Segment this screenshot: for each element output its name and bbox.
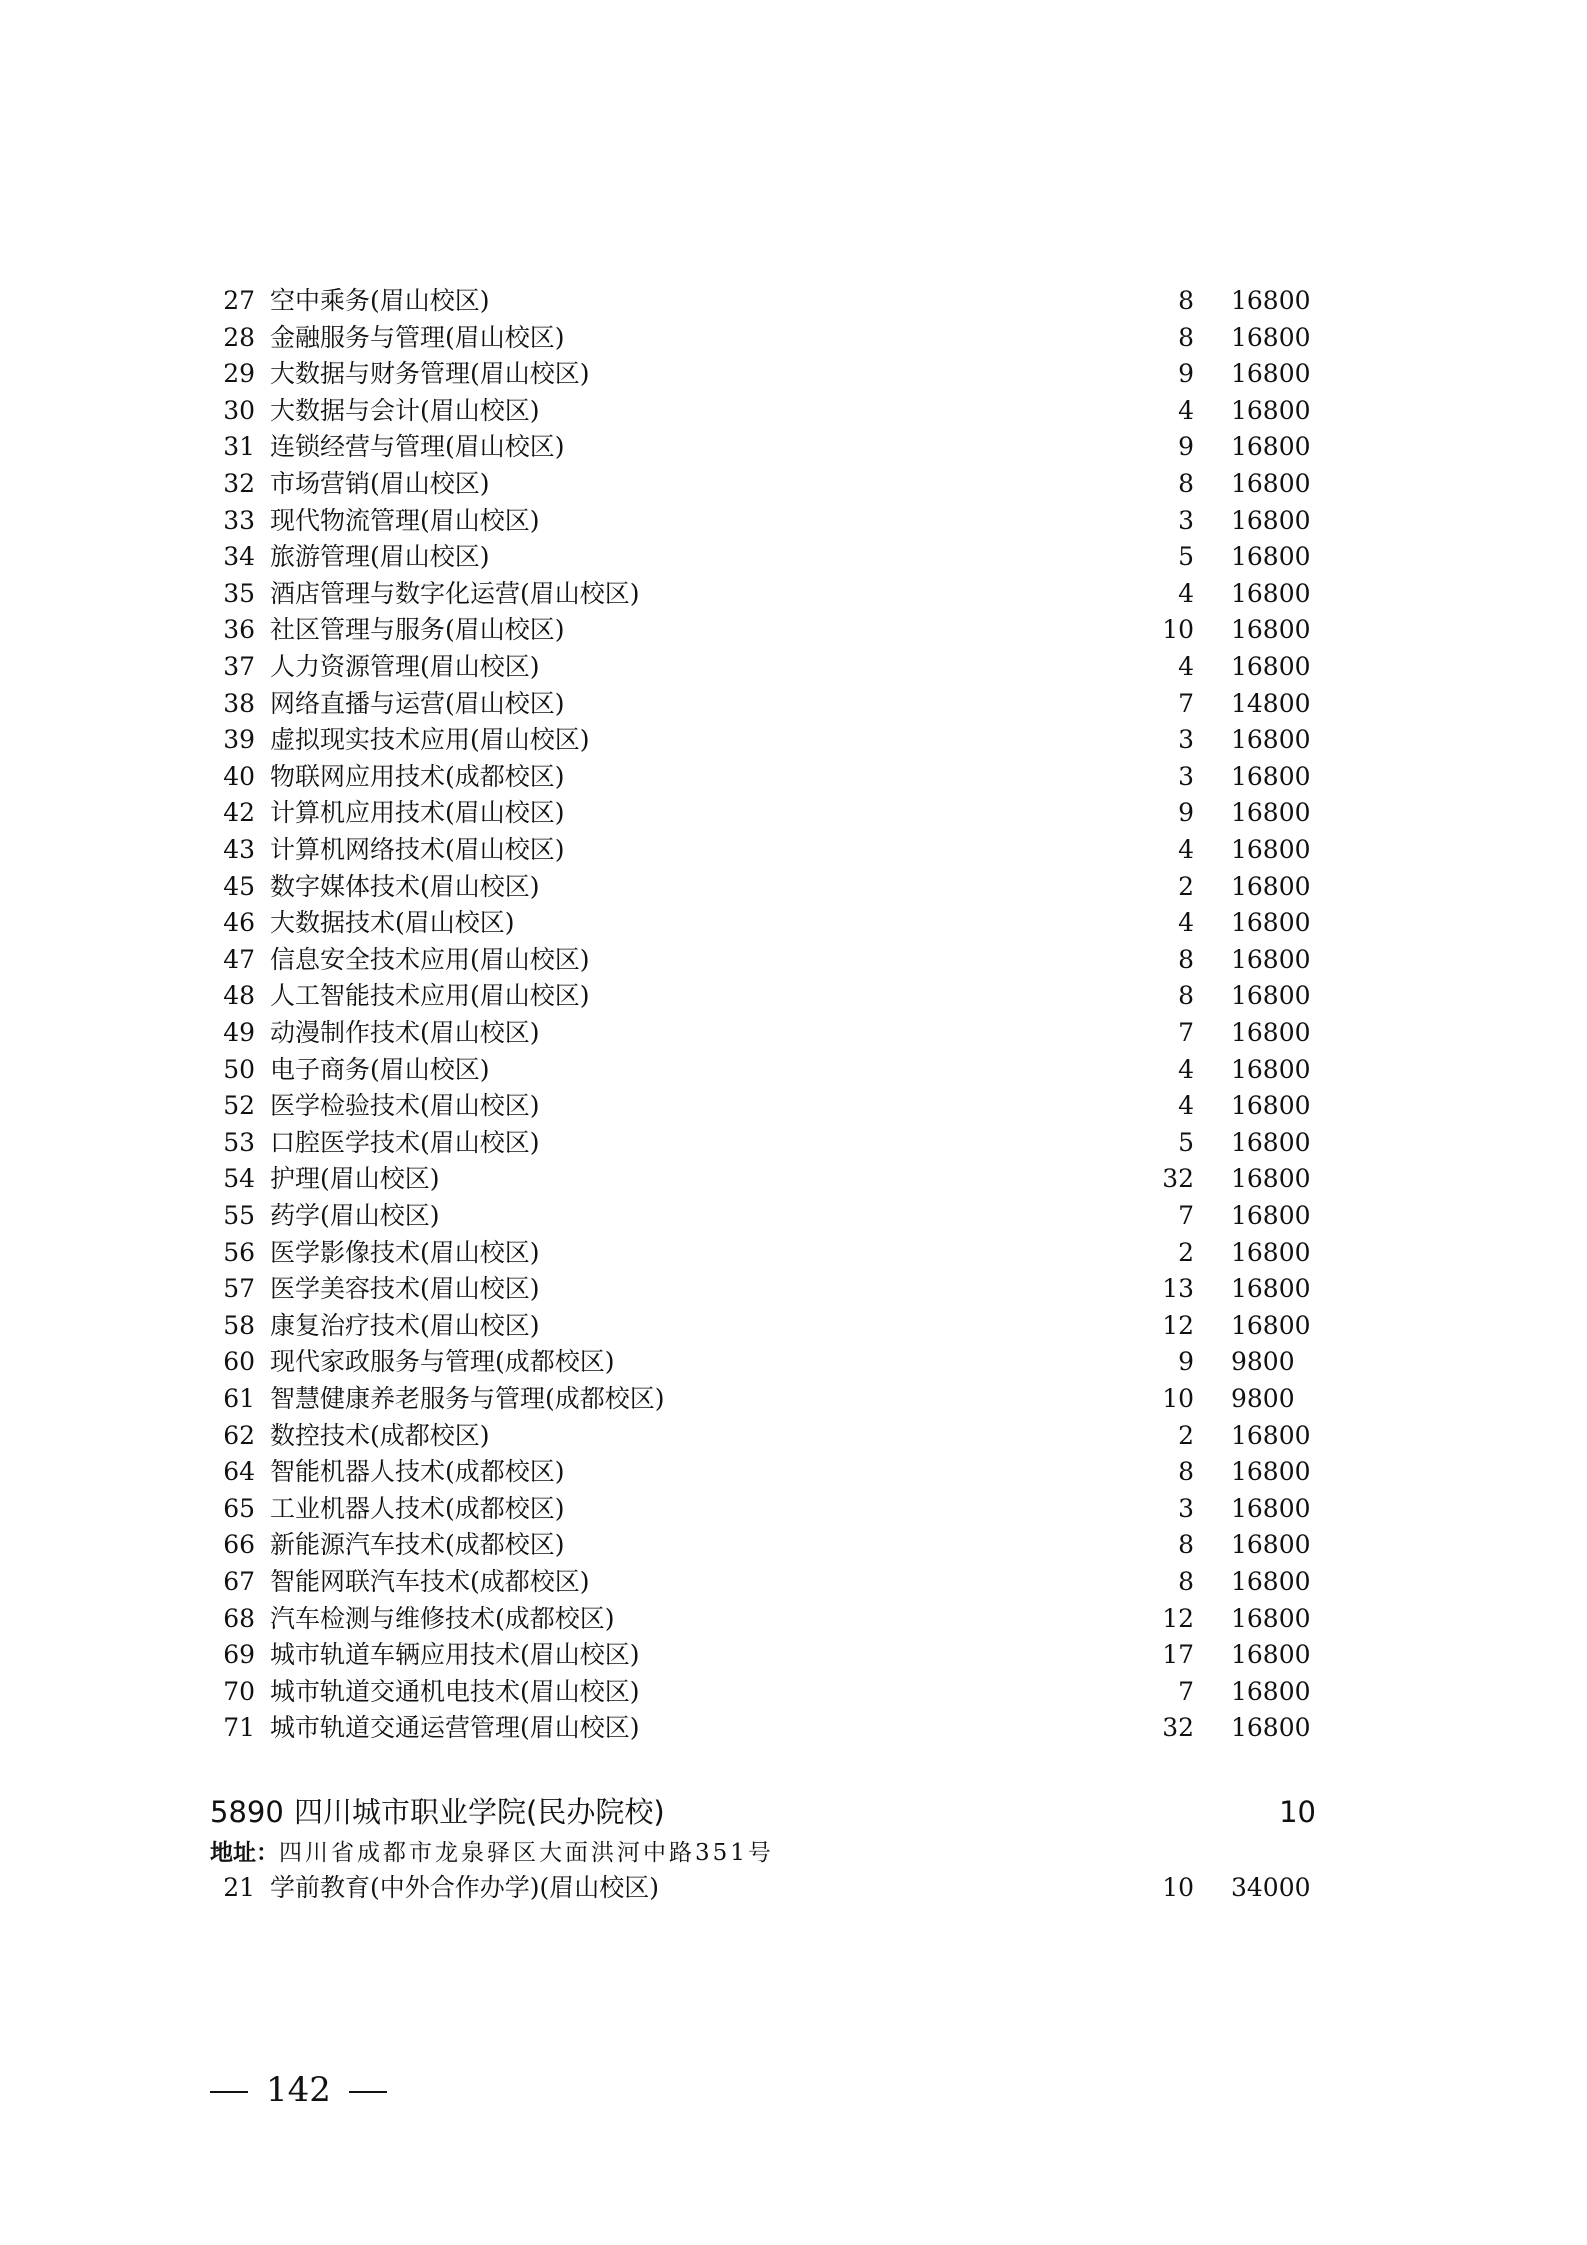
major-code: 42: [223, 798, 255, 828]
major-row: [0, 1198, 1587, 1234]
major-count: 7: [1178, 688, 1194, 718]
major-row: [0, 1637, 1587, 1673]
major-name: 工业机器人技术(成都校区): [270, 1493, 565, 1523]
major-name: 空中乘务(眉山校区): [270, 286, 490, 315]
major-name: 智慧健康养老服务与管理(成都校区): [270, 1384, 665, 1413]
major-row: [0, 320, 1587, 356]
major-fee: 16800: [1231, 286, 1311, 315]
major-code: 50: [223, 1054, 255, 1084]
major-fee: 16800: [1231, 395, 1311, 425]
major-name: 计算机网络技术(眉山校区): [270, 835, 565, 864]
major-count: 9: [1178, 359, 1194, 389]
major-count: 4: [1178, 1091, 1194, 1121]
major-row: [0, 1088, 1587, 1124]
major-name: 大数据技术(眉山校区): [270, 908, 515, 938]
major-code: 38: [223, 688, 255, 718]
major-fee: 16800: [1231, 578, 1311, 608]
major-count: 8: [1178, 322, 1194, 352]
major-code: 55: [223, 1201, 255, 1230]
major-fee: 16800: [1231, 1164, 1311, 1194]
major-row: [0, 1052, 1587, 1088]
major-count: 8: [1178, 1457, 1194, 1487]
major-fee: 16800: [1231, 1530, 1311, 1560]
major-fee: 16800: [1231, 1567, 1311, 1596]
major-code: 46: [223, 908, 255, 938]
major-name: 旅游管理(眉山校区): [270, 542, 490, 572]
major-code: 71: [223, 1713, 255, 1743]
major-code: 30: [223, 395, 255, 425]
major-row: [0, 978, 1587, 1014]
major-row: [0, 905, 1587, 941]
major-name: 社区管理与服务(眉山校区): [270, 615, 565, 645]
major-row: [0, 1418, 1587, 1454]
major-name: 人工智能技术应用(眉山校区): [270, 981, 590, 1011]
major-row: [0, 942, 1587, 978]
major-name: 数字媒体技术(眉山校区): [270, 871, 540, 901]
major-fee: 16800: [1231, 798, 1311, 828]
major-code: 61: [223, 1384, 255, 1413]
major-fee: 16800: [1231, 1640, 1311, 1670]
major-count: 3: [1178, 761, 1194, 791]
major-code: 57: [223, 1274, 255, 1304]
major-code: 65: [223, 1493, 255, 1523]
major-code: 67: [223, 1567, 255, 1596]
major-name: 智能网联汽车技术(成都校区): [270, 1567, 590, 1596]
major-fee: 16800: [1231, 761, 1311, 791]
major-row: [0, 356, 1587, 392]
major-row: [0, 795, 1587, 831]
major-fee: 16800: [1231, 615, 1311, 645]
major-fee: 16800: [1231, 542, 1311, 572]
major-row: [0, 1564, 1587, 1600]
major-fee: 16800: [1231, 908, 1311, 938]
major-fee: 16800: [1231, 505, 1311, 535]
major-code: 54: [223, 1164, 255, 1194]
major-name: 物联网应用技术(成都校区): [270, 761, 565, 791]
school-name: 四川城市职业学院(民办院校): [294, 1795, 665, 1829]
major-code: 49: [223, 1018, 255, 1047]
major-fee: 16800: [1231, 1420, 1311, 1450]
major-row: [0, 283, 1587, 319]
major-count: 8: [1178, 1567, 1194, 1596]
major-count: 3: [1178, 505, 1194, 535]
major-code: 28: [223, 322, 255, 352]
major-code: 34: [223, 542, 255, 572]
major-name: 动漫制作技术(眉山校区): [270, 1018, 540, 1047]
major-fee: 16800: [1231, 1457, 1311, 1487]
major-fee: 16800: [1231, 1091, 1311, 1121]
major-count: 8: [1178, 981, 1194, 1011]
school-header: [210, 1790, 1316, 1834]
major-fee: 16800: [1231, 1310, 1311, 1340]
major-fee: 16800: [1231, 1054, 1311, 1084]
major-row: [0, 869, 1587, 905]
major-count: 12: [1162, 1603, 1194, 1633]
major-count: 10: [1162, 1384, 1194, 1413]
major-fee: 16800: [1231, 1201, 1311, 1230]
major-code: 70: [223, 1676, 255, 1706]
major-code: 58: [223, 1310, 255, 1340]
major-name: 网络直播与运营(眉山校区): [270, 688, 565, 718]
page-number: 142: [266, 2070, 331, 2110]
major-row: [0, 1710, 1587, 1746]
major-count: 2: [1178, 871, 1194, 901]
major-name: 智能机器人技术(成都校区): [270, 1457, 565, 1487]
major-count: 8: [1178, 944, 1194, 974]
major-code: 45: [223, 871, 255, 901]
major-row: [0, 429, 1587, 465]
major-name: 药学(眉山校区): [270, 1201, 440, 1230]
major-name: 护理(眉山校区): [270, 1164, 440, 1194]
major-count: 32: [1162, 1713, 1194, 1743]
major-name: 新能源汽车技术(成都校区): [270, 1530, 565, 1560]
major-fee: 16800: [1231, 1237, 1311, 1267]
major-name: 市场营销(眉山校区): [270, 469, 490, 498]
major-row: [0, 649, 1587, 685]
major-name: 金融服务与管理(眉山校区): [270, 322, 565, 352]
major-code: 39: [223, 725, 255, 755]
major-code: 32: [223, 469, 255, 498]
major-fee: 16800: [1231, 1676, 1311, 1706]
major-row: [0, 1344, 1587, 1380]
school-address: [210, 1836, 774, 1870]
major-fee: 16800: [1231, 725, 1311, 755]
footer-dash-left: [210, 2091, 248, 2093]
major-code: 62: [223, 1420, 255, 1450]
major-count: 13: [1162, 1274, 1194, 1304]
major-fee: 16800: [1231, 871, 1311, 901]
major-count: 5: [1178, 542, 1194, 572]
major-name: 城市轨道交通机电技术(眉山校区): [270, 1676, 640, 1706]
major-count: 10: [1162, 615, 1194, 645]
major-count: 2: [1178, 1420, 1194, 1450]
major-name: 医学检验技术(眉山校区): [270, 1091, 540, 1121]
major-row: [0, 393, 1587, 429]
major-fee: 16800: [1231, 359, 1311, 389]
major-row: [0, 1527, 1587, 1563]
major-fee: 16800: [1231, 1713, 1311, 1743]
major-row: [0, 1235, 1587, 1271]
major-code: 35: [223, 578, 255, 608]
footer-dash-right: [349, 2091, 387, 2093]
major-count: 9: [1178, 1347, 1194, 1377]
major-code: 56: [223, 1237, 255, 1267]
page-footer: [210, 2066, 387, 2114]
major-count: 32: [1162, 1164, 1194, 1194]
major-count: 7: [1178, 1676, 1194, 1706]
major-name: 医学影像技术(眉山校区): [270, 1237, 540, 1267]
major-row: [0, 1674, 1587, 1710]
major-fee: 16800: [1231, 1274, 1311, 1304]
school-code: 5890: [210, 1795, 284, 1829]
major-code: 52: [223, 1091, 255, 1121]
major-row: [0, 759, 1587, 795]
major-fee: 14800: [1231, 688, 1311, 718]
major-fee: 16800: [1231, 1603, 1311, 1633]
school-quota: 10: [1279, 1795, 1316, 1829]
major-row: [0, 1870, 1587, 1906]
major-count: 4: [1178, 1054, 1194, 1084]
major-row: [0, 612, 1587, 648]
major-code: 29: [223, 359, 255, 389]
major-row: [0, 1381, 1587, 1417]
major-count: 2: [1178, 1237, 1194, 1267]
major-count: 9: [1178, 798, 1194, 828]
major-code: 69: [223, 1640, 255, 1670]
major-row: [0, 1015, 1587, 1051]
major-row: [0, 539, 1587, 575]
major-row: [0, 1454, 1587, 1490]
major-name: 城市轨道交通运营管理(眉山校区): [270, 1713, 640, 1743]
major-fee: 16800: [1231, 981, 1311, 1011]
major-row: [0, 1601, 1587, 1637]
major-count: 8: [1178, 1530, 1194, 1560]
major-count: 4: [1178, 395, 1194, 425]
address-label: 地址：: [210, 1840, 279, 1866]
major-row: [0, 832, 1587, 868]
major-name: 信息安全技术应用(眉山校区): [270, 944, 590, 974]
major-code: 36: [223, 615, 255, 645]
major-fee: 16800: [1231, 432, 1311, 462]
major-fee: 16800: [1231, 652, 1311, 681]
major-fee: 9800: [1231, 1384, 1295, 1413]
major-code: 47: [223, 944, 255, 974]
major-code: 48: [223, 981, 255, 1011]
major-name: 大数据与财务管理(眉山校区): [270, 359, 590, 389]
address-text: 四川省成都市龙泉驿区大面洪河中路351号: [279, 1840, 774, 1866]
major-count: 12: [1162, 1310, 1194, 1340]
major-name: 康复治疗技术(眉山校区): [270, 1310, 540, 1340]
major-code: 43: [223, 835, 255, 864]
major-row: [0, 686, 1587, 722]
major-count: 7: [1178, 1201, 1194, 1230]
major-count: 4: [1178, 578, 1194, 608]
major-code: 27: [223, 286, 255, 315]
major-code: 37: [223, 652, 255, 681]
major-count: 8: [1178, 469, 1194, 498]
major-name: 虚拟现实技术应用(眉山校区): [270, 725, 590, 755]
major-fee: 16800: [1231, 944, 1311, 974]
major-name: 现代家政服务与管理(成都校区): [270, 1347, 615, 1377]
major-code: 64: [223, 1457, 255, 1487]
major-row: [0, 1271, 1587, 1307]
major-code: 33: [223, 505, 255, 535]
major-name: 连锁经营与管理(眉山校区): [270, 432, 565, 462]
major-name: 汽车检测与维修技术(成都校区): [270, 1603, 615, 1633]
major-name: 数控技术(成都校区): [270, 1420, 490, 1450]
major-count: 3: [1178, 725, 1194, 755]
major-name: 口腔医学技术(眉山校区): [270, 1127, 540, 1157]
major-count: 7: [1178, 1018, 1194, 1047]
major-fee: 16800: [1231, 1127, 1311, 1157]
major-name: 城市轨道车辆应用技术(眉山校区): [270, 1640, 640, 1670]
major-count: 4: [1178, 835, 1194, 864]
major-fee: 9800: [1231, 1347, 1295, 1377]
major-count: 8: [1178, 286, 1194, 315]
major-fee: 16800: [1231, 1018, 1311, 1047]
major-name: 学前教育(中外合作办学)(眉山校区): [270, 1873, 660, 1902]
major-row: [0, 466, 1587, 502]
major-count: 5: [1178, 1127, 1194, 1157]
major-code: 21: [223, 1873, 255, 1902]
major-name: 人力资源管理(眉山校区): [270, 652, 540, 681]
major-name: 医学美容技术(眉山校区): [270, 1274, 540, 1304]
major-row: [0, 1125, 1587, 1161]
major-row: [0, 1491, 1587, 1527]
major-row: [0, 576, 1587, 612]
major-name: 电子商务(眉山校区): [270, 1054, 490, 1084]
major-code: 68: [223, 1603, 255, 1633]
major-code: 53: [223, 1127, 255, 1157]
major-name: 现代物流管理(眉山校区): [270, 505, 540, 535]
major-row: [0, 1161, 1587, 1197]
major-code: 66: [223, 1530, 255, 1560]
major-count: 3: [1178, 1493, 1194, 1523]
major-count: 10: [1162, 1873, 1194, 1902]
major-name: 酒店管理与数字化运营(眉山校区): [270, 578, 640, 608]
major-name: 计算机应用技术(眉山校区): [270, 798, 565, 828]
major-row: [0, 722, 1587, 758]
major-fee: 34000: [1231, 1873, 1311, 1902]
major-fee: 16800: [1231, 469, 1311, 498]
major-fee: 16800: [1231, 1493, 1311, 1523]
major-code: 60: [223, 1347, 255, 1377]
major-count: 17: [1162, 1640, 1194, 1670]
major-count: 4: [1178, 652, 1194, 681]
major-fee: 16800: [1231, 322, 1311, 352]
major-count: 4: [1178, 908, 1194, 938]
major-count: 9: [1178, 432, 1194, 462]
major-row: [0, 503, 1587, 539]
major-fee: 16800: [1231, 835, 1311, 864]
major-code: 40: [223, 761, 255, 791]
major-row: [0, 1308, 1587, 1344]
major-code: 31: [223, 432, 255, 462]
major-name: 大数据与会计(眉山校区): [270, 395, 540, 425]
